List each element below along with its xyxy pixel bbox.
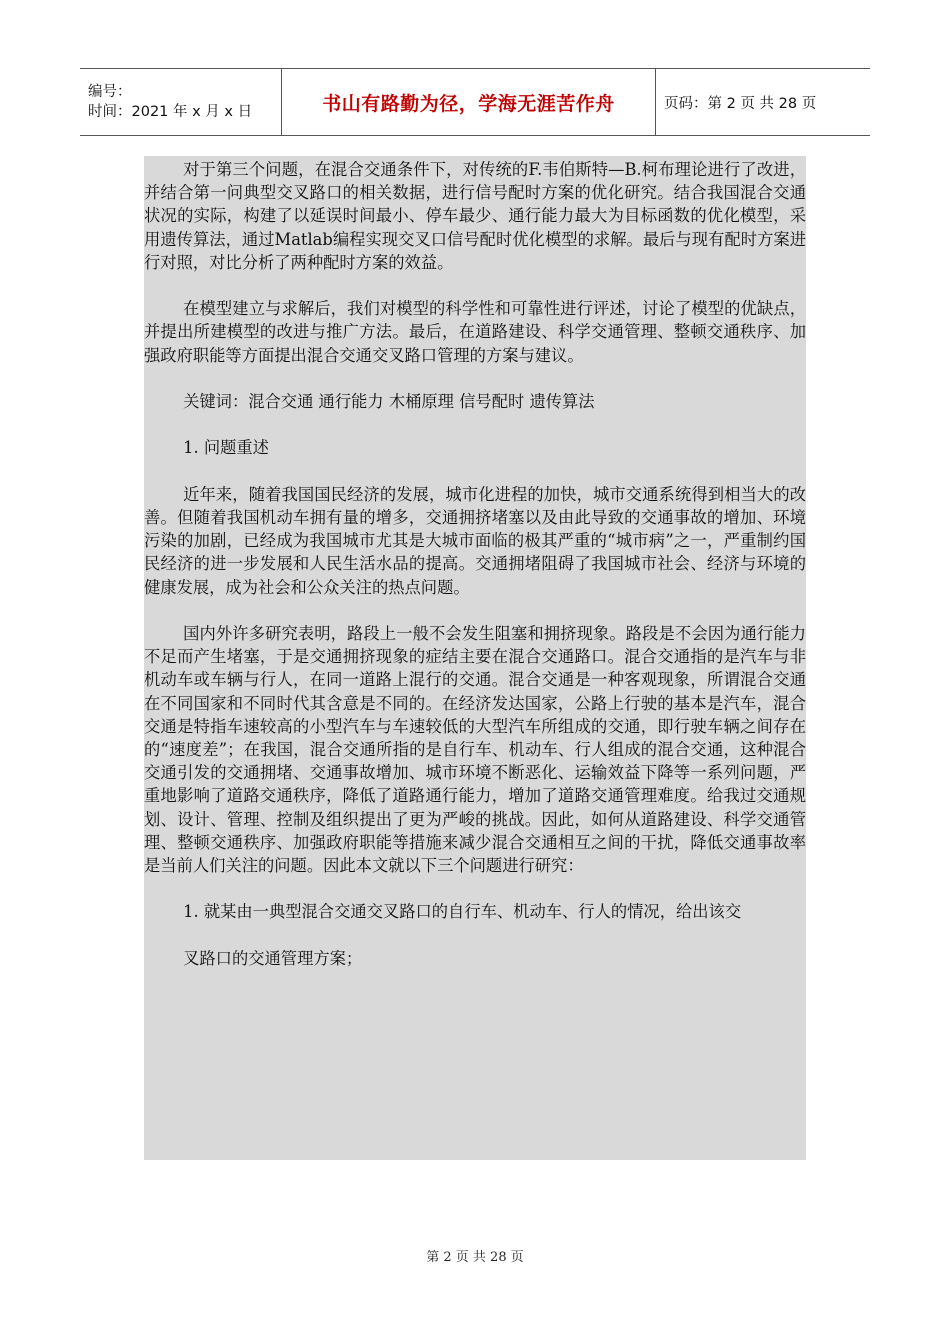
header-motto: 书山有路勤为径，学海无涯苦作舟: [322, 92, 615, 115]
header-page-cell: [656, 69, 870, 135]
document-number-label: 编号：: [88, 84, 132, 100]
keywords-line: 关键词：混合交通 通行能力 木桶原理 信号配时 遗传算法: [183, 392, 595, 411]
section-title: 1. 问题重述: [183, 438, 269, 458]
paragraph-mixed-traffic: 国内外许多研究表明，路段上一般不会发生阻塞和拥挤现象。路段是不会因为通行能力不足而产生堵塞，于是交通拥挤现象的症结主要在混合交通路口。混合交通指的是汽车与非机动车或车辆与行人，在同一道路上混行的交通。混合交通是一种客观现象，所谓混合交通在不同国家和不同时代其含意是不同的。在经济发达国家，公路上行驶的基本是汽车，混合交通是特指车速较高的小型汽车与车速较低的大型汽车所组成的交通，即行驶车辆之间存在的“速度差”；在我国，混合交通所指的是自行车、机动车、行人组成的混合交通，这种混合交通引发的交通拥堵、交通事故增加、城市环境不断恶化、运输效益下降等一系列问题，严重地影响了道路交通秩序，降低了道路通行能力，增加了道路交通管理难度。给我过交通规划、设计、管理、控制及组织提出了更为严峻的挑战。因此，如何从道路建设、科学交通管理、整顿交通秩序、加强政府职能等措施来减少混合交通相互之间的干扰，降低交通事故率是当前人们关注的问题。因此本文就以下三个问题进行研究：: [144, 623, 806, 876]
page-header: [80, 68, 870, 136]
document-body: [144, 156, 806, 1160]
header-motto-cell: [282, 69, 656, 135]
list-item-1: 1. 就某由一典型混合交通交叉路口的自行车、机动车、行人的情况，给出该交: [183, 902, 742, 922]
list-item-1-continued: 叉路口的交通管理方案；: [183, 948, 363, 968]
paragraph-background: 近年来，随着我国国民经济的发展，城市化进程的加快，城市交通系统得到相当大的改善。但随着我国机动车拥有量的增多，交通拥挤堵塞以及由此导致的交通事故的增加、环境污染的加剧，已经成为我国城市尤其是大城市面临的极其严重的“城市病”之一，严重制约国民经济的进一步发展和人民生活水品的提高。交通拥堵阻碍了我国城市社会、经济与环境的健康发展，成为社会和公众关注的热点问题。: [144, 484, 806, 597]
paragraph-solution-q3: 对于第三个问题，在混合交通条件下，对传统的F.韦伯斯特—B.柯布理论进行了改进，并结合第一问典型交叉路口的相关数据，进行信号配时方案的优化研究。结合我国混合交通状况的实际，构建了以延误时间最小、停车最少、通行能力最大为目标函数的优化模型，采用遗传算法，通过Matlab编程实现交叉口信号配时优化模型的求解。最后与现有配时方案进行对照，对比分析了两种配时方案的效益。: [144, 160, 806, 272]
paragraph-model-evaluation: 在模型建立与求解后，我们对模型的科学性和可靠性进行评述，讨论了模型的优缺点，并提出所建模型的改进与推广方法。最后，在道路建设、科学交通管理、整顿交通秩序、加强政府职能等方面提出混合交通交叉路口管理的方案与建议。: [144, 299, 806, 365]
header-meta: [80, 69, 282, 135]
document-date-label: 时间：2021 年 x 月 x 日: [88, 104, 253, 120]
page-footer: 第 2 页 共 28 页: [426, 1250, 524, 1265]
header-page-number: 页码：第 2 页 共 28 页: [664, 95, 817, 112]
